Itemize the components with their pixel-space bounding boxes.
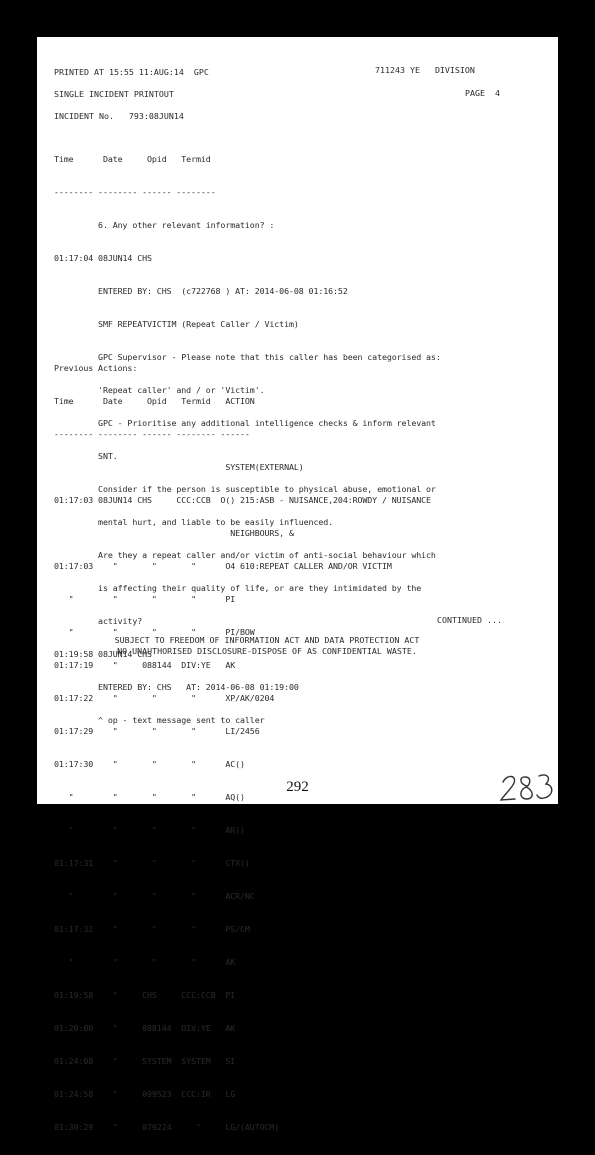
confidentiality-footer [37, 635, 497, 657]
printout-title: SINGLE INCIDENT PRINTOUT [54, 89, 174, 99]
action-row: 01:24:58 " 099523 CCC:IR LG [54, 1089, 236, 1099]
action-row: 01:17:19 " 088144 DIV:YE AK [54, 660, 236, 670]
action-row: 01:17:29 " " " LI/2456 [54, 726, 260, 736]
log-line: SMF REPEATVICTIM (Repeat Caller / Victim) [54, 319, 299, 329]
action-row: " " " " AK [54, 957, 236, 967]
previous-column-headers: Time Date Opid Termid ACTION [54, 396, 255, 406]
action-row: " " " " AR() [54, 825, 245, 835]
log-line: GPC Supervisor - Please note that this caller has been categorised as: [54, 352, 441, 362]
log-line: 6. Any other relevant information? : [54, 220, 275, 230]
action-row: SYSTEM(EXTERNAL) [54, 462, 304, 472]
action-row: " " " " PI/BOW [54, 627, 255, 637]
page-label: PAGE 4 [465, 88, 500, 98]
previous-actions-section [54, 341, 431, 1155]
document-page [37, 37, 558, 1132]
action-row: 01:17:03 " " " O4 610:REPEAT CALLER AND/OR VICTIM [54, 561, 392, 571]
log-line: Are they a repeat caller and/or victim of anti-social behaviour which [54, 550, 436, 560]
log-line: Consider if the person is susceptible to physical abuse, emotional or [54, 484, 436, 494]
incident-number: INCIDENT No. 793:08JUN14 [54, 111, 184, 121]
action-row: " " " " PI [54, 594, 236, 604]
action-row: " " " " ACR/NC [54, 891, 255, 901]
log-line: GPC - Prioritise any additional intelligence checks & inform relevant [54, 418, 436, 428]
log-line: SNT. [54, 451, 118, 461]
previous-actions-title: Previous Actions: [54, 363, 138, 373]
log-line: 01:19:58 08JUN14 CHS [54, 649, 152, 659]
log-line: ENTERED BY: CHS AT: 2014-06-08 01:19:00 [54, 682, 299, 692]
log-line: 01:17:04 08JUN14 CHS [54, 253, 152, 263]
printed-at: PRINTED AT 15:55 11:AUG:14 GPC [54, 67, 209, 77]
action-row: 01:19:58 " CHS CCC:CCB PI [54, 990, 236, 1000]
action-row: 01:24:08 " SYSTEM SYSTEM SI [54, 1056, 236, 1066]
handwritten-page-number [499, 772, 557, 804]
previous-separator: -------- -------- ------ -------- ------ [54, 429, 250, 439]
action-row: 01:17:03 08JUN14 CHS CCC:CCB O() 215:ASB - NUISANCE,204:ROWDY / NUISANCE [54, 495, 431, 505]
action-row: " " " " AQ() [54, 792, 245, 802]
log-line: activity? [54, 616, 143, 626]
log-column-headers: Time Date Opid Termid [54, 154, 211, 164]
action-row: 01:17:30 " " " AC() [54, 759, 245, 769]
action-row: 01:17:32 " " " PS/CM [54, 924, 250, 934]
log-line: mental hurt, and liable to be easily influenced. [54, 517, 334, 527]
action-row: 01:17:22 " " " XP/AK/0204 [54, 693, 275, 703]
log-line: 'Repeat caller' and / or 'Victim'. [54, 385, 265, 395]
footer-line-2: NO UNAUTHORISED DISCLOSURE-DISPOSE OF AS CONFIDENTIAL WASTE. [117, 646, 417, 656]
action-row: 01:30:29 " 079224 " LG/(AUTOCM) [54, 1122, 280, 1132]
log-line: is affecting their quality of life, or are they intimidated by the [54, 583, 422, 593]
continued-note: CONTINUED ... [437, 615, 502, 625]
action-row: 01:20:00 " 088144 DIV:YE AK [54, 1023, 236, 1033]
page-number: 292 [286, 779, 309, 795]
log-line: ENTERED BY: CHS (c722768 ) AT: 2014-06-08 01:16:52 [54, 286, 348, 296]
log-line: ^ op - text message sent to caller [54, 715, 265, 725]
log-separator: -------- -------- ------ -------- [54, 187, 216, 197]
action-row: NEIGHBOURS, & [54, 528, 294, 538]
action-row: 01:17:31 " " " CTX() [54, 858, 250, 868]
footer-line-1: SUBJECT TO FREEDOM OF INFORMATION ACT AND DATA PROTECTION ACT [114, 635, 420, 645]
division-ref: 711243 YE DIVISION [375, 65, 475, 75]
